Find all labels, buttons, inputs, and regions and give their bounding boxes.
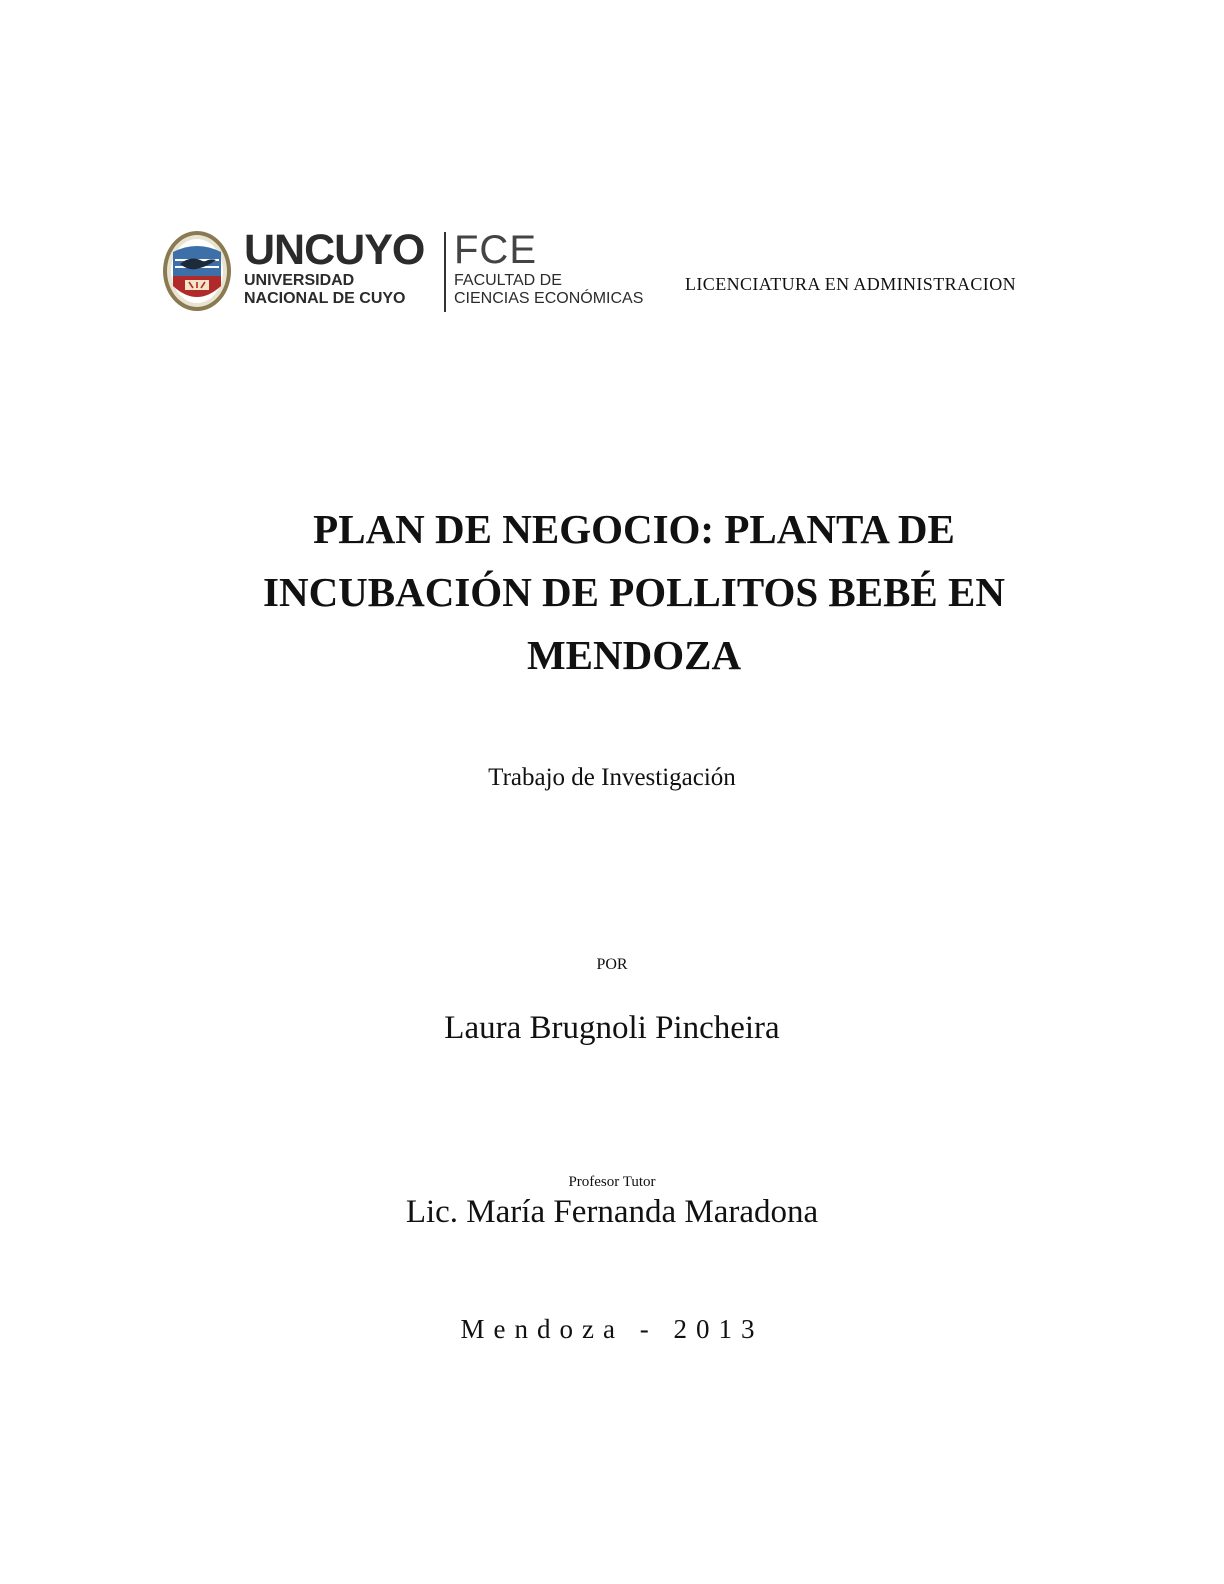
place-and-year: Mendoza - 2013 — [460, 1314, 764, 1344]
document-subtitle: Trabajo de Investigación — [488, 764, 736, 791]
author-name: Laura Brugnoli Pincheira — [444, 1010, 780, 1046]
faculty-line-2: CIENCIAS ECONÓMICAS — [454, 290, 644, 307]
faculty-line-1: FACULTAD DE — [454, 272, 562, 289]
university-name: UNCUYO — [244, 226, 425, 274]
header-logos — [162, 228, 1062, 318]
title-line-2: INCUBACIÓN DE POLLITOS BEBÉ EN — [263, 569, 1005, 615]
university-line-1: UNIVERSIDAD — [244, 272, 355, 289]
logo-divider — [444, 232, 446, 312]
university-logo-text — [244, 228, 424, 308]
career-name: LICENCIATURA EN ADMINISTRACION — [685, 274, 1016, 294]
faculty-logo-text — [454, 228, 643, 308]
university-seal-icon — [162, 230, 232, 312]
title-line-3: MENDOZA — [526, 632, 742, 678]
tutor-label: Profesor Tutor — [568, 1174, 656, 1190]
title-line-1: PLAN DE NEGOCIO: PLANTA DE — [313, 506, 955, 552]
by-label: POR — [596, 956, 628, 973]
tutor-name: Lic. María Fernanda Maradona — [405, 1194, 819, 1230]
university-line-2: NACIONAL DE CUYO — [244, 290, 406, 307]
faculty-abbreviation: FCE — [454, 228, 537, 272]
document-title — [162, 498, 1106, 687]
